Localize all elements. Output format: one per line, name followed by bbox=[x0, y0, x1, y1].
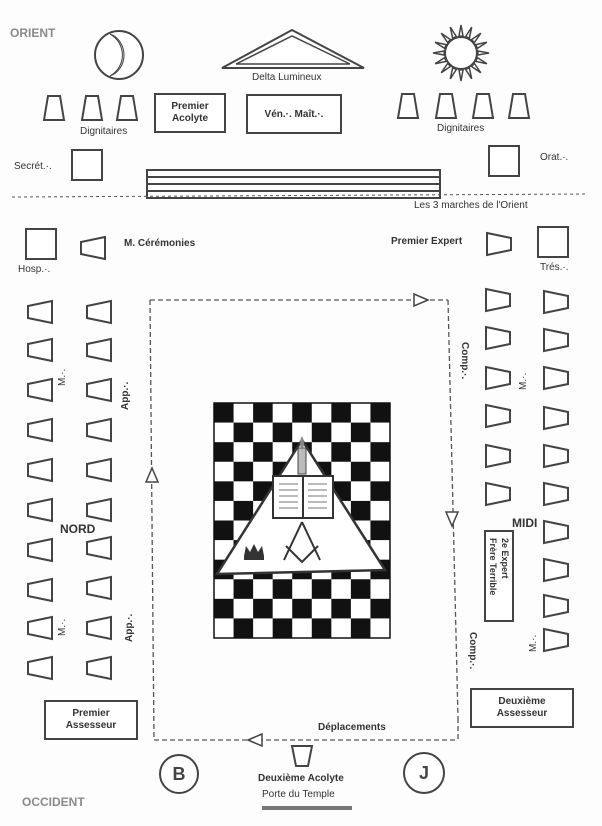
sun-icon bbox=[433, 25, 489, 81]
venerable-maitre-label: Vén.·. Maît.·. bbox=[264, 109, 324, 120]
floor-tile bbox=[292, 403, 312, 423]
floor-tile bbox=[234, 618, 254, 638]
north-seat bbox=[87, 339, 111, 361]
floor-tile bbox=[370, 599, 390, 619]
deuxieme-assesseur-box bbox=[470, 688, 574, 728]
north-seat bbox=[87, 577, 111, 599]
floor-tile bbox=[292, 599, 312, 619]
south-seat bbox=[544, 521, 568, 543]
north-seat bbox=[87, 657, 111, 679]
north-seat bbox=[28, 657, 52, 679]
premier-assesseur-line1: Premier bbox=[72, 708, 110, 719]
maitres-south-top-label: M.·. bbox=[518, 372, 529, 390]
floor-tile bbox=[331, 442, 351, 462]
floor-tile bbox=[370, 442, 390, 462]
ceremonies-seat bbox=[81, 237, 105, 259]
north-seat bbox=[28, 617, 52, 639]
floor-tile bbox=[351, 618, 371, 638]
sun-ray bbox=[466, 27, 472, 38]
floor-tile bbox=[234, 423, 254, 443]
north-seat bbox=[87, 499, 111, 521]
north-seat bbox=[28, 499, 52, 521]
nord-label: NORD bbox=[60, 522, 96, 536]
sun-ray bbox=[459, 25, 463, 36]
south-seat bbox=[544, 367, 568, 389]
south-seat bbox=[544, 329, 568, 351]
south-seat bbox=[486, 327, 510, 349]
floor-tile bbox=[273, 423, 293, 443]
porte-label: Porte du Temple bbox=[262, 789, 335, 800]
south-seat bbox=[544, 595, 568, 617]
north-seat bbox=[28, 579, 52, 601]
deuxieme-assesseur-line2: Assesseur bbox=[496, 708, 548, 719]
sun-ray bbox=[435, 42, 446, 48]
north-seat bbox=[28, 379, 52, 401]
hospitalier-label: Hosp.·. bbox=[18, 264, 51, 275]
floor-tile bbox=[370, 403, 390, 423]
maitres-north-top-label: M.·. bbox=[57, 368, 68, 386]
apprentis-bottom-label: App.·. bbox=[124, 613, 135, 642]
north-seat bbox=[87, 301, 111, 323]
marches-label: Les 3 marches de l'Orient bbox=[414, 200, 528, 211]
dignitaires-right-label: Dignitaires bbox=[437, 123, 485, 134]
south-seat bbox=[486, 289, 510, 311]
compagnons-top-label: Comp.·. bbox=[459, 342, 470, 380]
dignitary-seat bbox=[44, 96, 64, 120]
orient-label: ORIENT bbox=[10, 26, 56, 40]
floor-tile bbox=[234, 462, 254, 482]
floor-tile bbox=[370, 521, 390, 541]
floor-tile bbox=[370, 481, 390, 501]
deplacements-label: Déplacements bbox=[318, 722, 386, 733]
floor-tile bbox=[351, 462, 371, 482]
sun-ray bbox=[478, 51, 489, 55]
south-seat bbox=[544, 629, 568, 651]
deuxieme-acolyte-label: Deuxième Acolyte bbox=[258, 773, 344, 784]
premier-acolyte-box bbox=[154, 93, 226, 133]
floor-tile bbox=[253, 442, 273, 462]
floor-tile bbox=[273, 618, 293, 638]
floor-tile bbox=[253, 403, 273, 423]
north-seat bbox=[87, 617, 111, 639]
secretaire-label: Secrét.·. bbox=[14, 161, 52, 172]
dignitary-seat bbox=[82, 96, 102, 120]
maitres-north-bottom-label: M.·. bbox=[57, 618, 68, 636]
sun-ray bbox=[435, 58, 446, 64]
north-seat bbox=[87, 419, 111, 441]
floor-tile bbox=[351, 423, 371, 443]
north-seat bbox=[87, 459, 111, 481]
secretaire-seat bbox=[71, 149, 103, 181]
floor-tile bbox=[214, 442, 234, 462]
floor-tile bbox=[351, 501, 371, 521]
tresorier-label: Trés.·. bbox=[540, 262, 569, 273]
deuxieme-acolyte-seat bbox=[292, 746, 312, 766]
floor-tile bbox=[214, 481, 234, 501]
column-b: B bbox=[159, 754, 199, 794]
floor-tile bbox=[234, 501, 254, 521]
deuxieme-assesseur-line1: Deuxième bbox=[498, 696, 546, 707]
dignitary-seat bbox=[473, 94, 493, 118]
sun-ray bbox=[476, 58, 487, 64]
occident-label: OCCIDENT bbox=[22, 795, 85, 809]
sun-ray bbox=[466, 68, 472, 79]
second-expert-box bbox=[484, 530, 514, 622]
hospitalier-seat bbox=[25, 228, 57, 260]
premier-acolyte-line1: Premier bbox=[171, 101, 209, 112]
second-expert-line1: 2e Expert bbox=[500, 538, 510, 579]
moon-icon bbox=[95, 31, 143, 79]
column-j: J bbox=[403, 752, 445, 794]
south-seat bbox=[544, 445, 568, 467]
south-seat bbox=[486, 405, 510, 427]
sun-ray bbox=[476, 42, 487, 48]
sun-disc bbox=[445, 37, 477, 69]
north-seat bbox=[28, 339, 52, 361]
delta-label: Delta Lumineux bbox=[252, 72, 322, 83]
tresorier-seat bbox=[537, 226, 569, 258]
premier-expert-label: Premier Expert bbox=[391, 236, 463, 247]
floor-tile bbox=[312, 579, 332, 599]
floor-tile bbox=[214, 521, 234, 541]
orient-steps bbox=[147, 170, 440, 198]
south-seat bbox=[486, 445, 510, 467]
orateur-seat bbox=[488, 145, 520, 177]
north-seat bbox=[28, 459, 52, 481]
premier-expert-seat bbox=[487, 233, 511, 255]
temple-door bbox=[262, 806, 352, 810]
floor-tile bbox=[234, 579, 254, 599]
floor-tile bbox=[351, 579, 371, 599]
apprentis-top-label: App.·. bbox=[120, 381, 131, 410]
floor-tile bbox=[331, 599, 351, 619]
premier-assesseur-box bbox=[44, 700, 138, 740]
floor-tile bbox=[312, 618, 332, 638]
maitres-south-bottom-label: M.·. bbox=[528, 634, 539, 652]
south-seat bbox=[544, 483, 568, 505]
sun-ray bbox=[450, 27, 456, 38]
dignitary-seat bbox=[436, 94, 456, 118]
north-seat bbox=[28, 301, 52, 323]
dignitary-seat bbox=[398, 94, 418, 118]
floor-tile bbox=[214, 599, 234, 619]
north-seat bbox=[87, 537, 111, 559]
north-seat bbox=[28, 539, 52, 561]
premier-acolyte-line2: Acolyte bbox=[171, 113, 209, 124]
floor-tile bbox=[312, 423, 332, 443]
sun-ray bbox=[450, 68, 456, 79]
south-seat bbox=[486, 367, 510, 389]
dignitary-seat bbox=[509, 94, 529, 118]
midi-label: MIDI bbox=[512, 516, 538, 530]
orateur-label: Orat.·. bbox=[540, 152, 569, 163]
sun-ray bbox=[459, 70, 463, 81]
ceremonies-label: M. Cérémonies bbox=[124, 238, 196, 249]
floor-tile bbox=[331, 403, 351, 423]
south-seat bbox=[544, 407, 568, 429]
dignitaires-left-label: Dignitaires bbox=[80, 126, 128, 137]
north-seat bbox=[28, 419, 52, 441]
south-seat bbox=[544, 559, 568, 581]
sun-ray bbox=[433, 51, 444, 55]
delta-pediment-icon bbox=[222, 30, 364, 68]
open-book-icon bbox=[273, 476, 333, 518]
premier-assesseur-line2: Assesseur bbox=[65, 720, 117, 731]
south-seat bbox=[544, 291, 568, 313]
floor-tile bbox=[253, 599, 273, 619]
compagnons-bottom-label: Comp.·. bbox=[467, 632, 478, 670]
dignitary-seat bbox=[117, 96, 137, 120]
south-seat bbox=[486, 483, 510, 505]
floor-tile bbox=[214, 403, 234, 423]
second-expert-line2: Frère Terrible bbox=[488, 538, 498, 596]
floor-tile bbox=[273, 579, 293, 599]
north-seat bbox=[87, 379, 111, 401]
venerable-maitre-box bbox=[246, 94, 342, 134]
